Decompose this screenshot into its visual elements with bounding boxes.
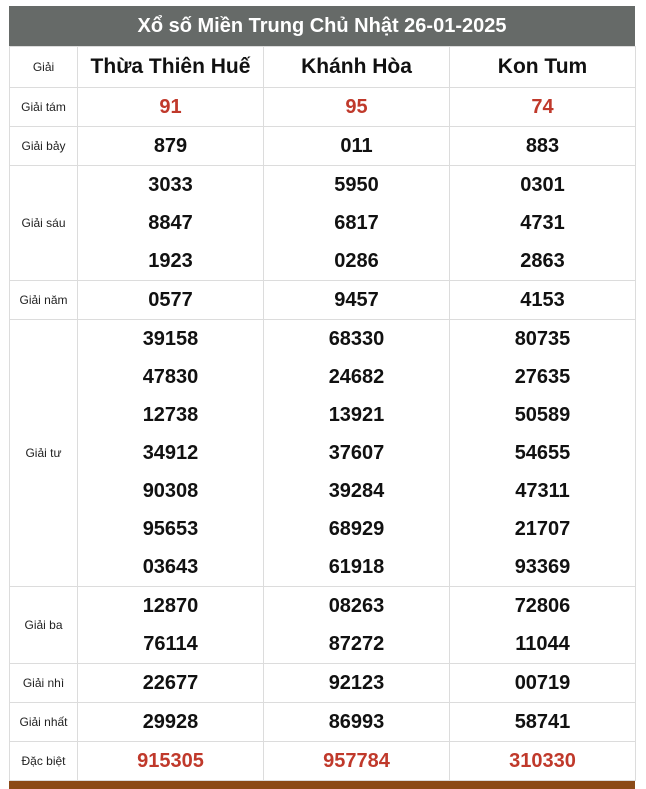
winning-number: 76114 bbox=[143, 633, 198, 655]
header-row bbox=[10, 47, 636, 88]
prize-label: Đặc biệt bbox=[10, 742, 78, 781]
winning-number: 39284 bbox=[328, 480, 385, 502]
prize-label: Giải bảy bbox=[10, 127, 78, 166]
winning-number: 03643 bbox=[142, 556, 199, 578]
prize-row bbox=[10, 88, 636, 127]
winning-number: 74 bbox=[531, 96, 554, 118]
winning-number: 310330 bbox=[509, 750, 576, 772]
winning-number: 68929 bbox=[328, 518, 385, 540]
result-cell-kon-tum bbox=[450, 88, 636, 127]
prize-label: Giải tám bbox=[10, 88, 78, 127]
bottom-bar bbox=[9, 781, 635, 789]
result-cell-khanh-hoa bbox=[264, 166, 450, 281]
winning-number: 91 bbox=[159, 96, 182, 118]
result-cell-khanh-hoa bbox=[264, 703, 450, 742]
winning-number: 72806 bbox=[514, 595, 571, 617]
winning-number: 92123 bbox=[328, 672, 385, 694]
winning-number: 86993 bbox=[328, 711, 385, 733]
prize-row bbox=[10, 320, 636, 587]
winning-number: 4153 bbox=[520, 289, 565, 311]
winning-number: 883 bbox=[525, 135, 560, 157]
prize-label: Giải năm bbox=[10, 281, 78, 320]
result-cell-khanh-hoa bbox=[264, 587, 450, 664]
winning-number: 9457 bbox=[334, 289, 379, 311]
winning-number: 12738 bbox=[142, 404, 199, 426]
province-header-kon-tum: Kon Tum bbox=[450, 47, 636, 88]
winning-number: 12870 bbox=[142, 595, 199, 617]
result-cell-khanh-hoa bbox=[264, 320, 450, 587]
result-cell-kon-tum bbox=[450, 166, 636, 281]
winning-number: 39158 bbox=[142, 328, 199, 350]
result-cell-hue bbox=[78, 320, 264, 587]
result-cell-hue bbox=[78, 664, 264, 703]
winning-number: 68330 bbox=[328, 328, 385, 350]
winning-number: 80735 bbox=[514, 328, 571, 350]
winning-number: 58741 bbox=[514, 711, 571, 733]
winning-number: 2863 bbox=[520, 250, 565, 272]
province-header-khanh-hoa: Khánh Hòa bbox=[264, 47, 450, 88]
winning-number: 1923 bbox=[148, 250, 193, 272]
winning-number: 8847 bbox=[148, 212, 193, 234]
result-cell-hue bbox=[78, 281, 264, 320]
winning-number: 61918 bbox=[328, 556, 385, 578]
result-cell-hue bbox=[78, 166, 264, 281]
province-header-hue: Thừa Thiên Huế bbox=[78, 47, 264, 88]
winning-number: 34912 bbox=[142, 442, 199, 464]
prize-label: Giải nhất bbox=[10, 703, 78, 742]
result-cell-khanh-hoa bbox=[264, 88, 450, 127]
winning-number: 879 bbox=[153, 135, 188, 157]
prize-row bbox=[10, 127, 636, 166]
winning-number: 93369 bbox=[514, 556, 571, 578]
winning-number: 50589 bbox=[514, 404, 571, 426]
result-cell-hue bbox=[78, 88, 264, 127]
winning-number: 95 bbox=[345, 96, 368, 118]
prize-label: Giải sáu bbox=[10, 166, 78, 281]
result-cell-khanh-hoa bbox=[264, 742, 450, 781]
winning-number: 0286 bbox=[334, 250, 379, 272]
winning-number: 21707 bbox=[514, 518, 571, 540]
result-cell-kon-tum bbox=[450, 320, 636, 587]
winning-number: 5950 bbox=[334, 174, 379, 196]
prize-row bbox=[10, 281, 636, 320]
winning-number: 27635 bbox=[514, 366, 571, 388]
result-cell-kon-tum bbox=[450, 127, 636, 166]
result-cell-kon-tum bbox=[450, 742, 636, 781]
winning-number: 22677 bbox=[142, 672, 199, 694]
prize-label: Giải tư bbox=[10, 320, 78, 587]
result-cell-hue bbox=[78, 742, 264, 781]
result-cell-kon-tum bbox=[450, 703, 636, 742]
winning-number: 87272 bbox=[328, 633, 385, 655]
winning-number: 11044 bbox=[515, 633, 570, 655]
result-cell-hue bbox=[78, 127, 264, 166]
winning-number: 24682 bbox=[328, 366, 385, 388]
result-cell-khanh-hoa bbox=[264, 127, 450, 166]
prize-label: Giải ba bbox=[10, 587, 78, 664]
result-cell-kon-tum bbox=[450, 664, 636, 703]
winning-number: 6817 bbox=[334, 212, 379, 234]
results-table bbox=[9, 46, 636, 781]
prize-row bbox=[10, 703, 636, 742]
result-cell-khanh-hoa bbox=[264, 664, 450, 703]
winning-number: 915305 bbox=[137, 750, 204, 772]
winning-number: 29928 bbox=[142, 711, 199, 733]
prize-row bbox=[10, 742, 636, 781]
winning-number: 957784 bbox=[323, 750, 390, 772]
winning-number: 95653 bbox=[142, 518, 199, 540]
winning-number: 08263 bbox=[328, 595, 385, 617]
winning-number: 011 bbox=[340, 135, 373, 157]
prize-row bbox=[10, 587, 636, 664]
winning-number: 13921 bbox=[328, 404, 385, 426]
result-cell-khanh-hoa bbox=[264, 281, 450, 320]
page-title: Xổ số Miền Trung Chủ Nhật 26-01-2025 bbox=[9, 6, 635, 46]
winning-number: 90308 bbox=[142, 480, 199, 502]
lottery-results-panel bbox=[9, 6, 635, 789]
prize-label: Giải nhì bbox=[10, 664, 78, 703]
winning-number: 00719 bbox=[514, 672, 571, 694]
prize-column-header: Giải bbox=[10, 47, 78, 88]
result-cell-hue bbox=[78, 587, 264, 664]
winning-number: 4731 bbox=[520, 212, 565, 234]
winning-number: 47830 bbox=[142, 366, 199, 388]
result-cell-kon-tum bbox=[450, 587, 636, 664]
winning-number: 0301 bbox=[520, 174, 565, 196]
prize-row bbox=[10, 166, 636, 281]
winning-number: 54655 bbox=[514, 442, 571, 464]
winning-number: 0577 bbox=[148, 289, 193, 311]
result-cell-hue bbox=[78, 703, 264, 742]
winning-number: 3033 bbox=[148, 174, 193, 196]
result-cell-kon-tum bbox=[450, 281, 636, 320]
winning-number: 37607 bbox=[328, 442, 385, 464]
winning-number: 47311 bbox=[515, 480, 570, 502]
prize-row bbox=[10, 664, 636, 703]
